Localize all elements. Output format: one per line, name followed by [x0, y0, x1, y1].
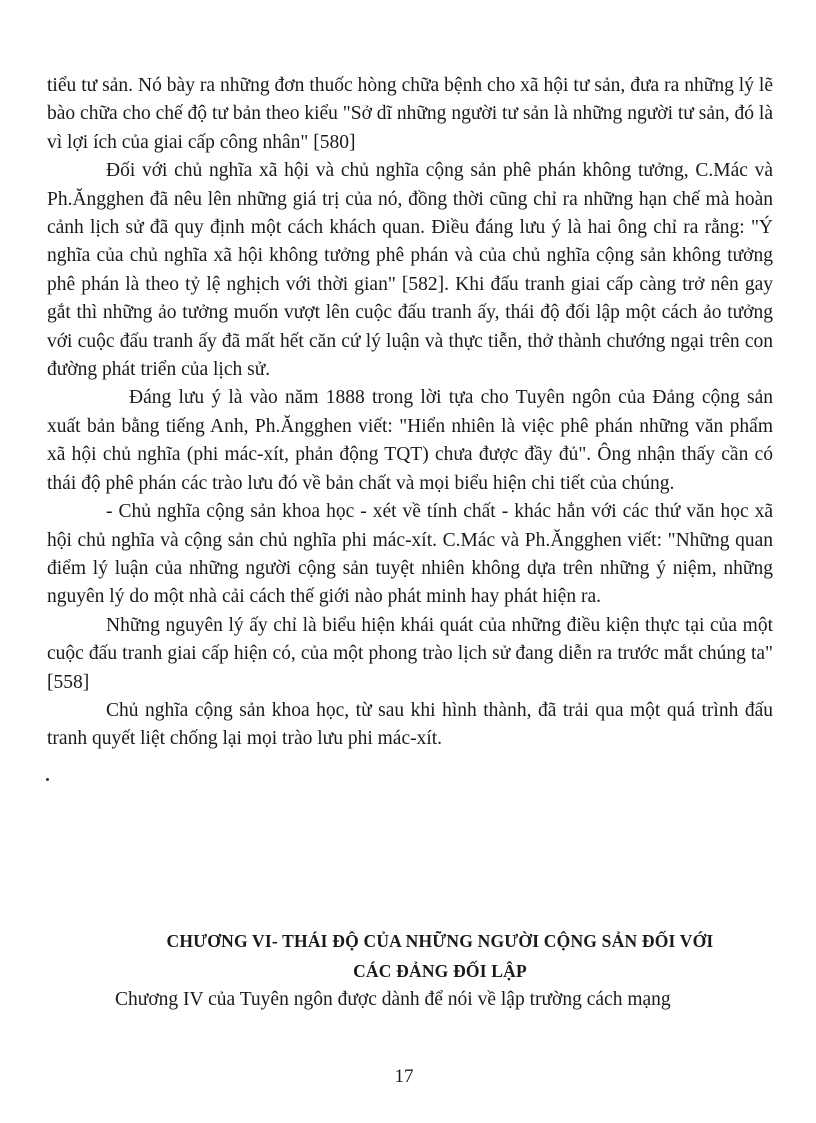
page-number — [0, 1066, 816, 1088]
paragraph-3: Đáng lưu ý là vào năm 1888 trong lời tựa cho Tuyên ngôn của Đảng cộng sản xuất bản bằng tiếng Anh, Ph.Ăngghen viết: "Hiển nhiên là việc phê phán những văn phẩm xã hội chủ nghĩa (phi mác-xít, phản động TQT) chưa được đầy đủ". Ông nhận thấy cần có thái độ phê phán các trào lưu đó về bản chất và mọi biểu hiện chi tiết của chúng. — [47, 387, 773, 494]
chapter-heading-line-2: CÁC ĐẢNG ĐỐI LẬP — [353, 961, 527, 981]
paragraph-2: Đối với chủ nghĩa xã hội và chủ nghĩa cộng sản phê phán không tưởng, C.Mác và Ph.Ăngghen đã nêu lên những giá trị của nó, đồng thời cũng chỉ ra những hạn chế mà hoàn cảnh lịch sử đã quy định một cách khách quan. Điều đáng lưu ý là hai ông chỉ ra rằng: "Ý nghĩa của chủ nghĩa xã hội không tưởng phê phán và của chủ nghĩa cộng sản không tưởng phê phán là theo tỷ lệ nghịch với thời gian" [582]. Khi đấu tranh giai cấp càng trở nên gay gắt thì những ảo tưởng muốn vượt lên cuộc đấu tranh ấy, thái độ đối lập một cách ảo tưởng với cuộc đấu tranh ấy đã mất hết căn cứ lý luận và thực tiễn, thở thành chướng ngại trên con đường phát triển của lịch sử. — [47, 160, 773, 381]
paragraph-1: tiểu tư sản. Nó bày ra những đơn thuốc hòng chữa bệnh cho xã hội tư sản, đưa ra những lý lẽ bào chữa cho chế độ tư bản theo kiểu "Sở dĩ những người tư sản là những người tư sản, đó là vì lợi ích của giai cấp công nhân" [580] — [47, 75, 773, 153]
body-text — [47, 72, 773, 754]
paragraph-6: Chủ nghĩa cộng sản khoa học, từ sau khi hình thành, đã trải qua một quá trình đấu tranh quyết liệt chống lại mọi trào lưu phi mác-xít. — [47, 699, 773, 750]
page-number-text: 17 — [394, 1066, 414, 1087]
paragraph-5: Những nguyên lý ấy chỉ là biểu hiện khái quát của những điều kiện thực tại của một cuộc đấu tranh giai cấp hiện có, của một phong trào lịch sử đang diễn ra trước mắt chúng ta" [558] — [47, 614, 773, 693]
scan-speck — [46, 778, 49, 781]
chapter-heading-line-1: CHƯƠNG VI- THÁI ĐỘ CỦA NHỮNG NGƯỜI CỘNG SẢN ĐỐI VỚI — [166, 931, 714, 951]
chapter-heading — [47, 926, 773, 986]
paragraph-4: - Chủ nghĩa cộng sản khoa học - xét về tính chất - khác hẳn với các thứ văn học xã hội chủ nghĩa và cộng sản chủ nghĩa phi mác-xít. C.Mác và Ph.Ăngghen viết: "Những quan điểm lý luận của những người cộng sản tuyệt nhiên không dựa trên những ý niệm, những nguyên lý do một nhà cải cách thế giới nào phát minh hay phát hiện ra. — [47, 501, 773, 608]
chapter-first-line: Chương IV của Tuyên ngôn được dành để nói về lập trường cách mạng — [115, 989, 671, 1010]
